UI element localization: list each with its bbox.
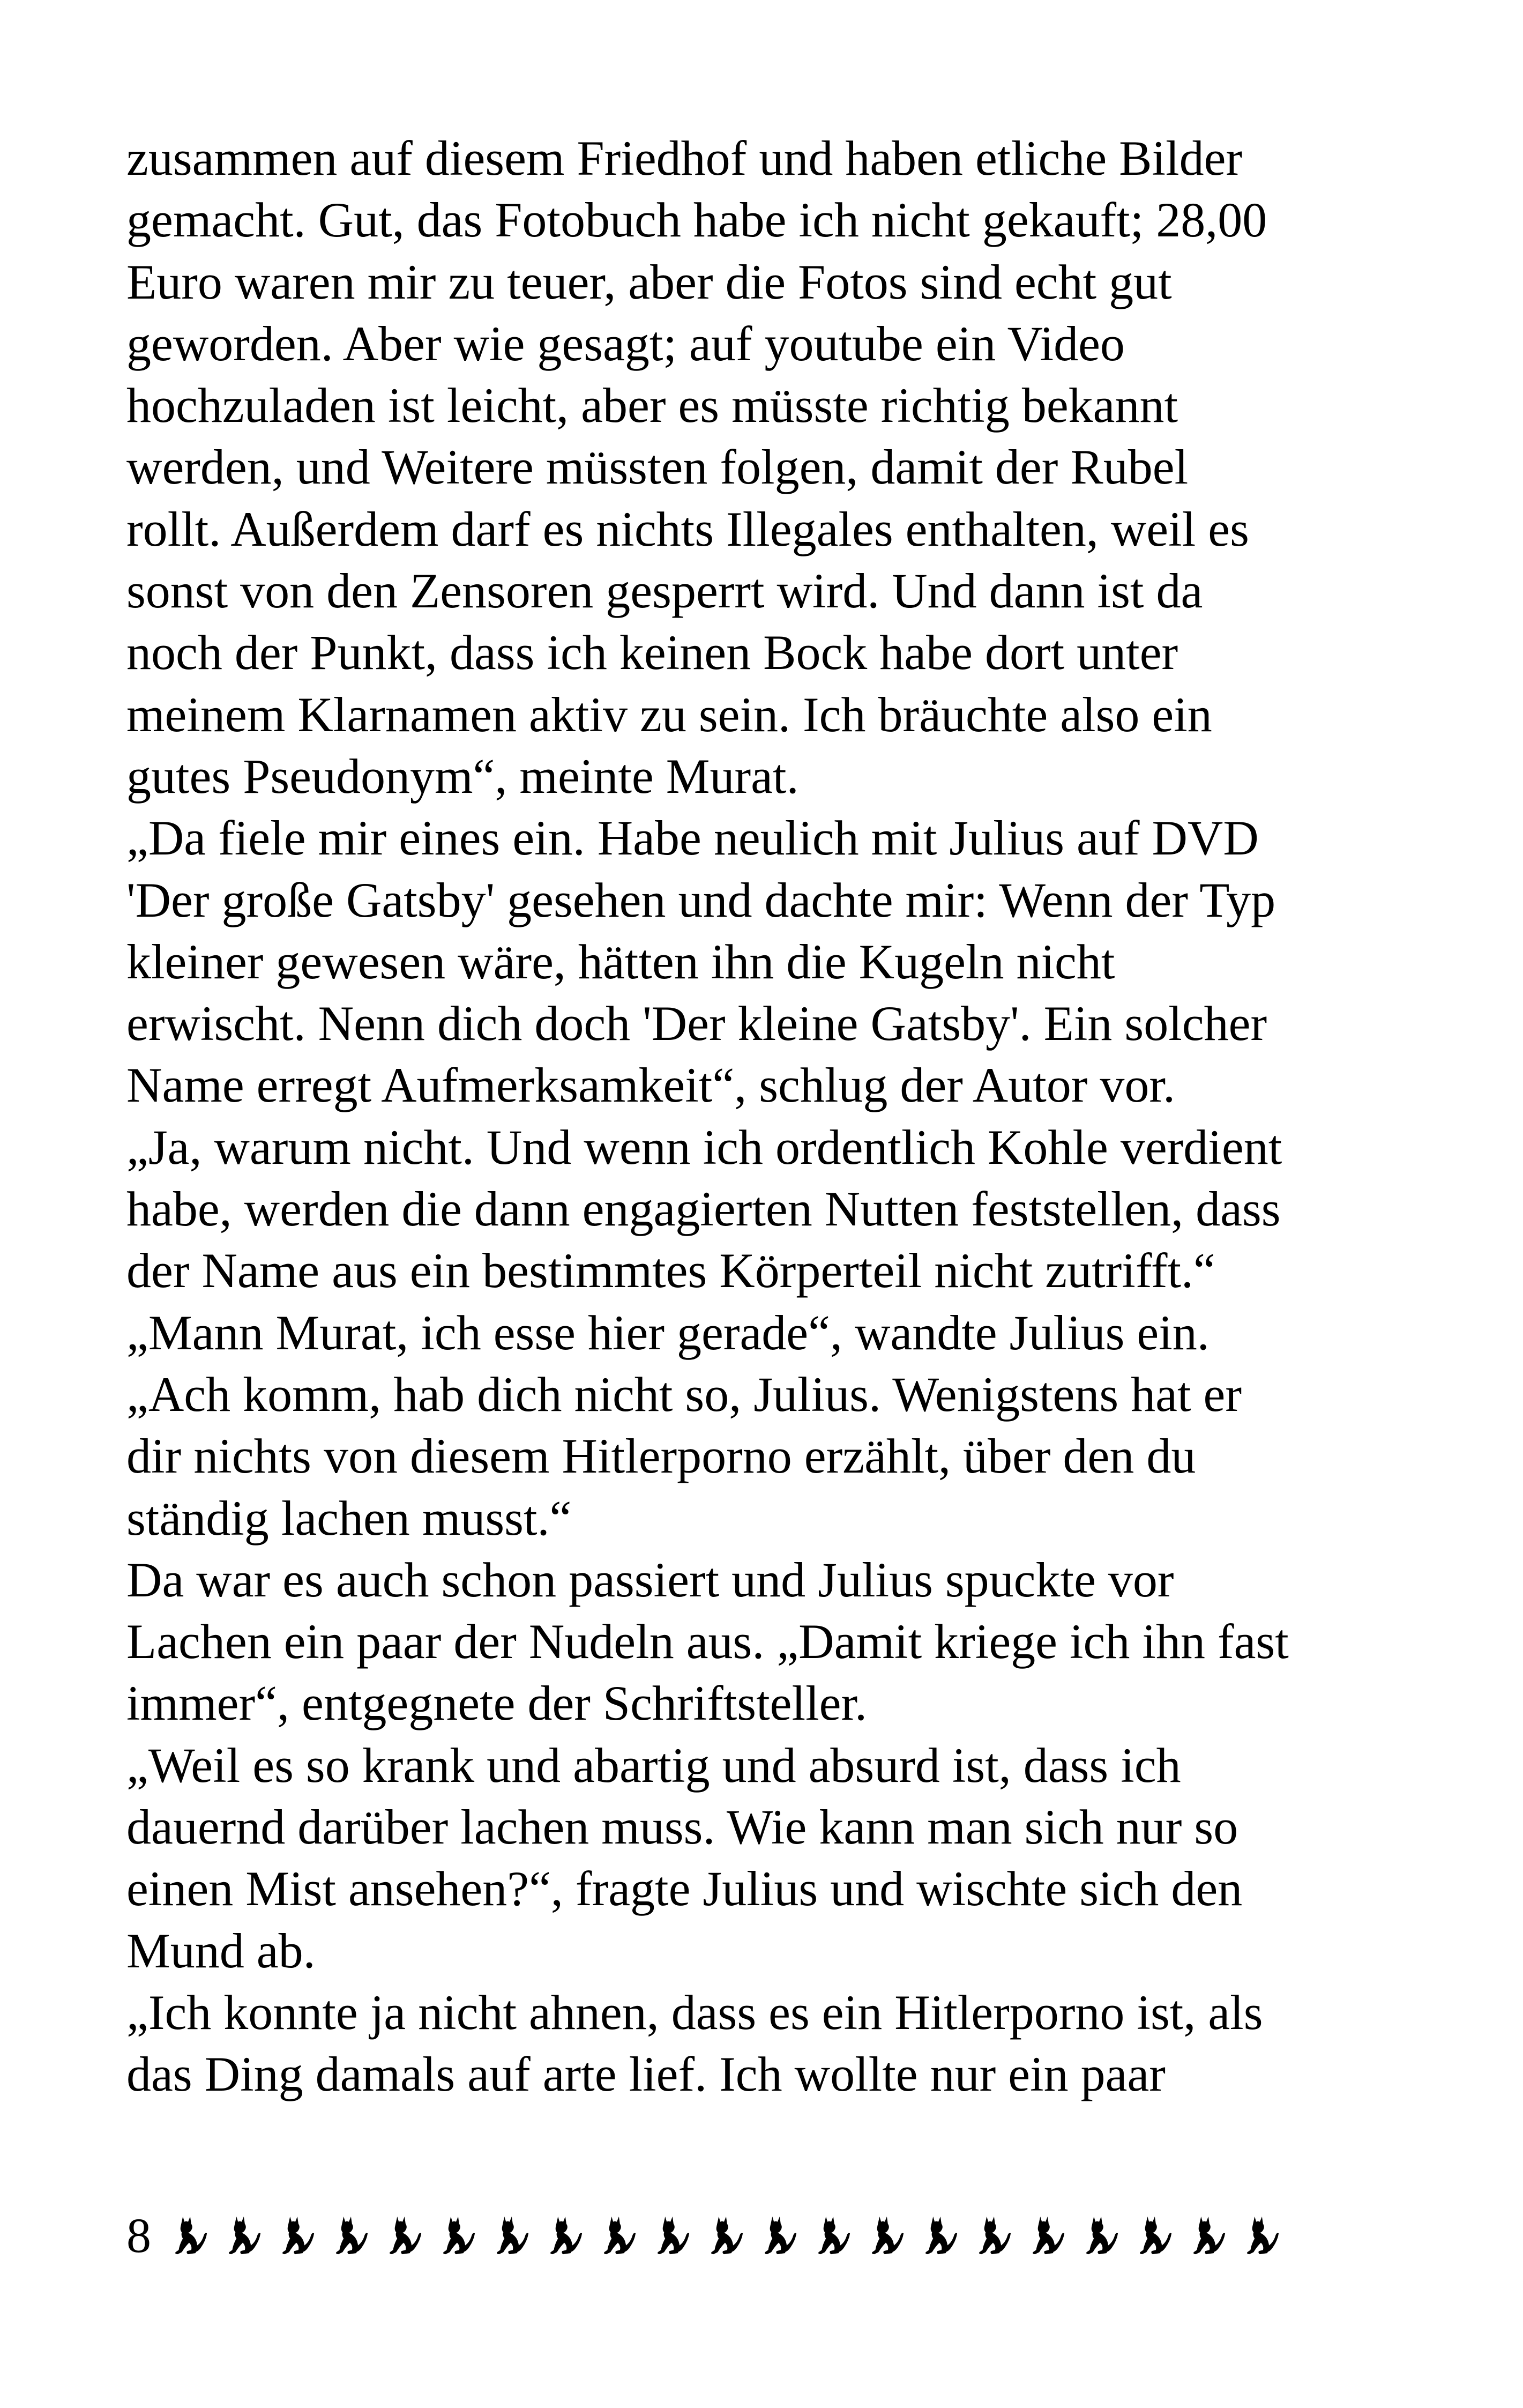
sitting-cat-icon xyxy=(542,2214,584,2256)
text-line: immer“, entgegnete der Schriftsteller. xyxy=(126,1676,868,1731)
sitting-cat-icon xyxy=(810,2214,852,2256)
text-line: gemacht. Gut, das Fotobuch habe ich nicht gekauft; 28,00 xyxy=(126,192,1267,248)
text-line: Euro waren mir zu teuer, aber die Fotos sind echt gut xyxy=(126,254,1172,309)
text-line: Da war es auch schon passiert und Julius spuckte vor xyxy=(126,1552,1174,1607)
text-line: Lachen ein paar der Nudeln aus. „Damit kriege ich ihn fast xyxy=(126,1614,1289,1669)
sitting-cat-icon xyxy=(864,2214,906,2256)
sitting-cat-icon xyxy=(1078,2214,1120,2256)
text-line: kleiner gewesen wäre, hätten ihn die Kugeln nicht xyxy=(126,934,1115,989)
text-line: rollt. Außerdem darf es nichts Illegales enthalten, weil es xyxy=(126,501,1249,556)
text-line: dauernd darüber lachen muss. Wie kann man sich nur so xyxy=(126,1800,1238,1855)
text-line: meinem Klarnamen aktiv zu sein. Ich bräuchte also ein xyxy=(126,687,1212,742)
sitting-cat-icon xyxy=(489,2214,531,2256)
text-line: dir nichts von diesem Hitlerporno erzählt, über den du xyxy=(126,1429,1196,1484)
cat-ornament-row xyxy=(167,2214,1281,2256)
sitting-cat-icon xyxy=(703,2214,745,2256)
sitting-cat-icon xyxy=(167,2214,209,2256)
text-line: noch der Punkt, dass ich keinen Bock habe dort unter xyxy=(126,625,1178,680)
sitting-cat-icon xyxy=(435,2214,477,2256)
sitting-cat-icon xyxy=(971,2214,1013,2256)
sitting-cat-icon xyxy=(649,2214,691,2256)
text-line: erwischt. Nenn dich doch 'Der kleine Gatsby'. Ein solcher xyxy=(126,996,1267,1051)
sitting-cat-icon xyxy=(1025,2214,1066,2256)
sitting-cat-icon xyxy=(596,2214,638,2256)
text-line: Mund ab. xyxy=(126,1923,316,1978)
body-text xyxy=(126,128,1423,2106)
text-line: das Ding damals auf arte lief. Ich wollte nur ein paar xyxy=(126,2047,1166,2102)
text-line: „Ach komm, hab dich nicht so, Julius. Wenigstens hat er xyxy=(126,1366,1242,1422)
text-line: „Da fiele mir eines ein. Habe neulich mit Julius auf DVD xyxy=(126,811,1259,866)
text-line: „Ja, warum nicht. Und wenn ich ordentlich Kohle verdient xyxy=(126,1119,1282,1175)
sitting-cat-icon xyxy=(1132,2214,1174,2256)
sitting-cat-icon xyxy=(382,2214,423,2256)
text-line: 'Der große Gatsby' gesehen und dachte mir: Wenn der Typ xyxy=(126,872,1276,927)
text-line: sonst von den Zensoren gesperrt wird. Und dann ist da xyxy=(126,563,1203,619)
sitting-cat-icon xyxy=(274,2214,316,2256)
sitting-cat-icon xyxy=(221,2214,263,2256)
text-line: geworden. Aber wie gesagt; auf youtube ein Video xyxy=(126,316,1125,371)
page-footer xyxy=(126,2203,1281,2268)
text-line: ständig lachen musst.“ xyxy=(126,1490,572,1545)
text-line: zusammen auf diesem Friedhof und haben etliche Bilder xyxy=(126,131,1243,185)
sitting-cat-icon xyxy=(1239,2214,1281,2256)
sitting-cat-icon xyxy=(917,2214,959,2256)
text-line: Name erregt Aufmerksamkeit“, schlug der Autor vor. xyxy=(126,1058,1175,1113)
text-line: „Mann Murat, ich esse hier gerade“, wandte Julius ein. xyxy=(126,1305,1210,1360)
sitting-cat-icon xyxy=(328,2214,370,2256)
sitting-cat-icon xyxy=(757,2214,798,2256)
text-line: der Name aus ein bestimmtes Körperteil nicht zutrifft.“ xyxy=(126,1243,1215,1298)
text-line: gutes Pseudonym“, meinte Murat. xyxy=(126,748,799,804)
text-line: werden, und Weitere müssten folgen, damit der Rubel xyxy=(126,440,1189,495)
text-line: „Ich konnte ja nicht ahnen, dass es ein Hitlerporno ist, als xyxy=(126,1985,1263,2040)
text-line: hochzuladen ist leicht, aber es müsste richtig bekannt xyxy=(126,378,1178,433)
text-line: habe, werden die dann engagierten Nutten feststellen, dass xyxy=(126,1181,1281,1237)
page-number: 8 xyxy=(126,2208,151,2263)
sitting-cat-icon xyxy=(1185,2214,1227,2256)
text-line: einen Mist ansehen?“, fragte Julius und wischte sich den xyxy=(126,1861,1243,1916)
text-line: „Weil es so krank und abartig und absurd ist, dass ich xyxy=(126,1737,1181,1793)
